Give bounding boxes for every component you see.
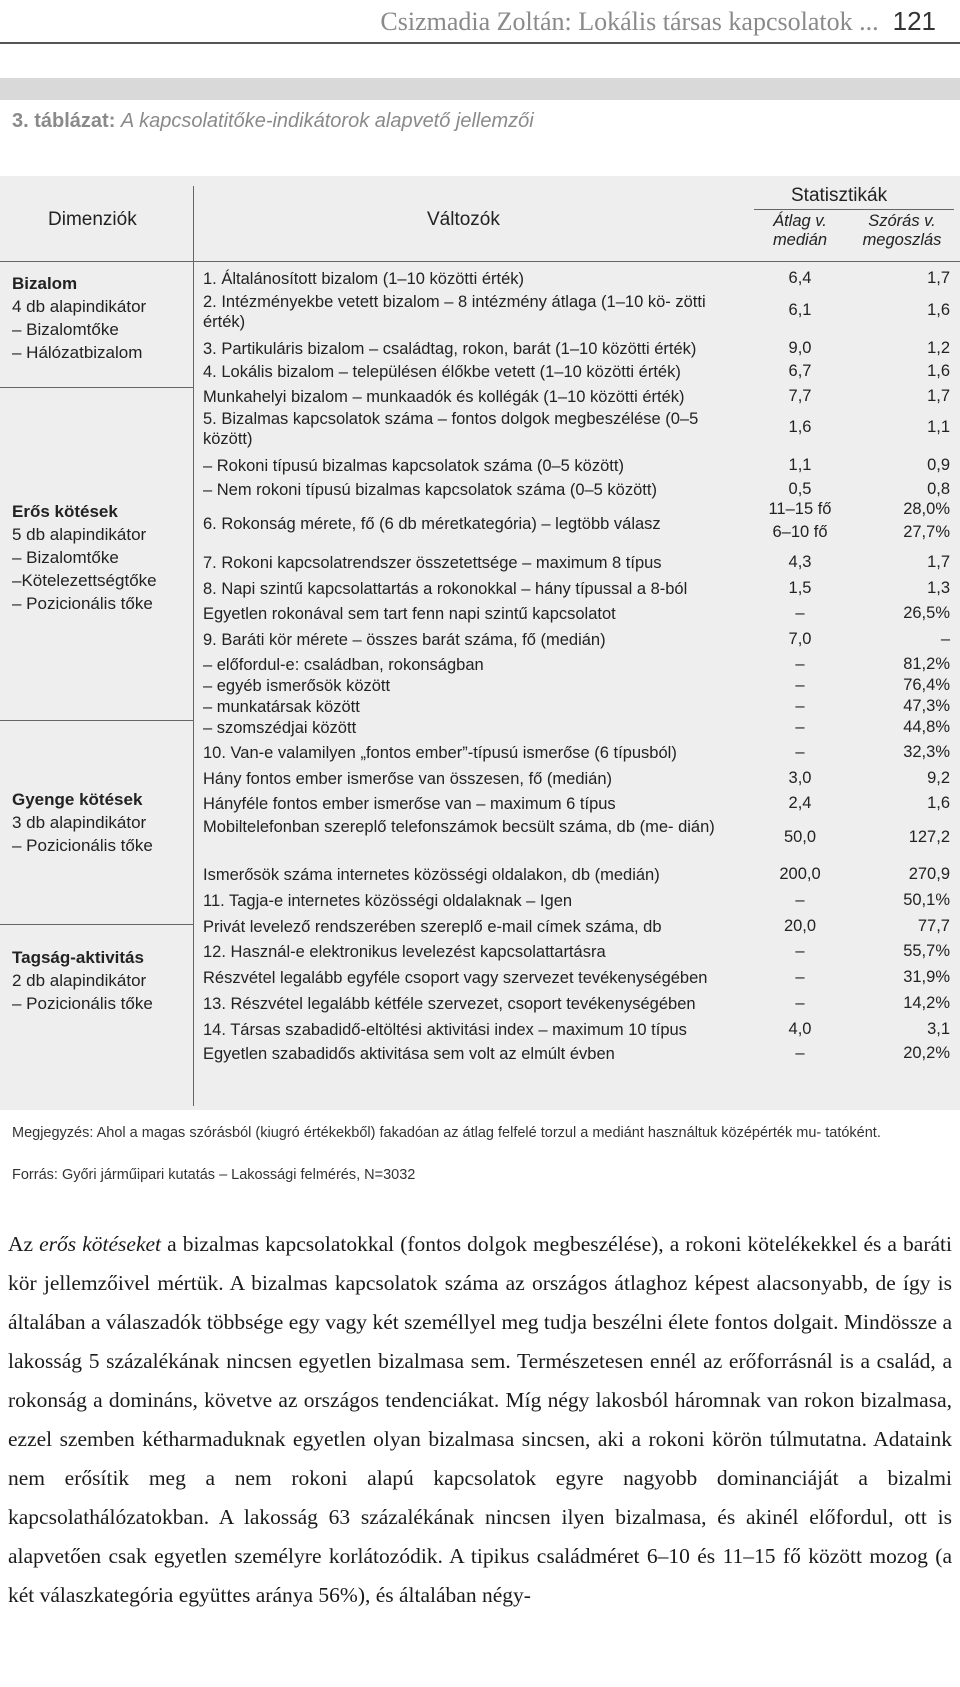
- table-cell-sd: 1,1: [927, 418, 950, 436]
- dimension-line: 5 db alapindikátor: [12, 525, 147, 544]
- gray-band: [0, 78, 960, 100]
- table-row-text: – szomszédjai között: [203, 719, 357, 737]
- table-cell-mean: 1,6: [788, 418, 812, 436]
- table-cell-mean: 9,0: [788, 339, 812, 357]
- table-cell-sd: 81,2%: [903, 655, 950, 673]
- table-cell-sd: 31,9%: [903, 968, 950, 986]
- table-cell-mean: –: [795, 743, 805, 761]
- table-cell-sd: 1,3: [927, 579, 950, 597]
- table-cell-sd: 270,9: [908, 865, 950, 883]
- header-variables: Változók: [427, 209, 500, 230]
- dimension-line: – Hálózatbizalom: [12, 343, 143, 362]
- dimension-line: 2 db alapindikátor: [12, 971, 147, 990]
- table-cell-sd: 55,7%: [903, 942, 950, 960]
- table-row-text: 9. Baráti kör mérete – összes barát száma, fő (medián): [203, 631, 606, 649]
- table-row-text: – előfordul-e: családban, rokonságban: [203, 656, 484, 674]
- table-row-text: – munkatársak között: [203, 698, 360, 716]
- table-row-text: Privát levelező rendszerében szereplő e-mail címek száma, db: [203, 918, 662, 936]
- table-cell-mean: 3,0: [788, 769, 812, 787]
- column-separator: [193, 186, 194, 1106]
- table-cell-sd: 50,1%: [903, 891, 950, 909]
- table-cell-mean: –: [795, 604, 805, 622]
- table-cell-mean: 6–10 fő: [772, 523, 828, 541]
- table-cell-mean: 7,0: [788, 630, 812, 648]
- dimension-line: – Pozicionális tőke: [12, 594, 153, 613]
- table-cell-sd: 47,3%: [903, 697, 950, 715]
- table-cell-mean: 50,0: [783, 828, 817, 846]
- table-cell-mean: 200,0: [779, 865, 821, 883]
- table-cell-mean: 6,1: [788, 301, 812, 319]
- table-row-text: Ismerősök száma internetes közösségi oldalakon, db (medián): [203, 866, 660, 884]
- table-row-text: Hányféle fontos ember ismerőse van – maximum 6 típus: [203, 795, 616, 813]
- table-source: Forrás: Győri járműipari kutatás – Lakossági felmérés, N=3032: [12, 1167, 416, 1183]
- dimension-line: – Pozicionális tőke: [12, 836, 153, 855]
- dimension-title: Tagság-aktivitás: [12, 948, 144, 967]
- table-cell-mean: –: [795, 968, 805, 986]
- table-cell-mean: 1,1: [788, 456, 812, 474]
- body-text-rest: a bizalmas kapcsolatokkal (fontos dolgok megbeszélése), a rokoni kötelékekkel és a baráti kör jellemzőivel mértük. A bizalmas kapcsolatok száma az országos átlaghoz képest alacsonyabb, de így is általában a válaszadók többsége egy vagy két személlyel meg tudja beszélni élete fontos dolgait. Mindössze a lakosság 5 százalékának nincsen egyetlen bizalmasa sem. Természetesen ennél az erőforrásnál is a család, a rokonság a domináns, követve az országos tendenciákat. Míg négy lakosból háromnak van rokon bizalmasa, ezzel szemben kétharmaduknak egyetlen olyan bizalmasa sincsen, aki a rokoni körön túlmutatna. Adataink nem erősítik meg a nem rokoni alapú kapcsolatok egyre nagyobb dominanciáját a bizalmi kapcsolathálózatokban. A lakosság 63 százalékának nincsen ilyen bizalmasa, és akinél előfordul, ott is alapvetően csak egyetlen személyre korlátozódik. A tipikus családméret 6–10 és 11–15 fő között mozog (a két válaszkategória együttes aránya 56%), és általában négy-: [8, 1232, 952, 1607]
- table-row-text: 6. Rokonság mérete, fő (6 db méretkategória) – legtöbb válasz: [203, 515, 661, 533]
- table-cell-mean: 20,0: [783, 917, 817, 935]
- header-dimensions: Dimenziók: [48, 209, 137, 230]
- table-row-text: – Nem rokoni típusú bizalmas kapcsolatok száma (0–5 között): [203, 481, 657, 499]
- table-cell-mean: –: [795, 1044, 805, 1062]
- table-row-text: 4. Lokális bizalom – településen élőkbe vetett (1–10 közötti érték): [203, 363, 681, 381]
- table-row-text: 11. Tagja-e internetes közösségi oldalaknak – Igen: [203, 892, 573, 910]
- header-sd: Szórás v. megoszlás: [862, 212, 942, 249]
- caption-label: 3. táblázat:: [12, 110, 116, 132]
- dimension-title: Bizalom: [12, 274, 78, 293]
- dimension-line: –Kötelezettségtőke: [12, 571, 157, 590]
- table-cell-mean: 7,7: [788, 387, 812, 405]
- table-cell-sd: 1,7: [927, 553, 950, 571]
- table-cell-sd: 0,8: [927, 480, 950, 498]
- body-emphasis: erős kötéseket: [39, 1232, 162, 1256]
- table-cell-sd: 3,1: [927, 1020, 950, 1038]
- table-cell-sd: 27,7%: [903, 523, 950, 541]
- table-cell-mean: 6,4: [788, 269, 812, 287]
- table-cell-sd: 1,6: [927, 794, 950, 812]
- table-row-text: – Rokoni típusú bizalmas kapcsolatok száma (0–5 között): [203, 457, 624, 475]
- header-statistics: Statisztikák: [791, 185, 888, 206]
- dimension-line: – Pozicionális tőke: [12, 994, 153, 1013]
- table-cell-mean: –: [795, 994, 805, 1012]
- table-cell-sd: 1,7: [927, 387, 950, 405]
- header-underline: [0, 261, 960, 262]
- table-cell-mean: 4,3: [788, 553, 812, 571]
- table-cell-mean: 2,4: [788, 794, 812, 812]
- table-cell-mean: –: [795, 891, 805, 909]
- table-cell-mean: –: [795, 718, 805, 736]
- table-row-text: Mobiltelefonban szereplő telefonszámok becsült száma, db (me- dián): [203, 818, 715, 836]
- header-mean: Átlag v. medián: [772, 212, 828, 249]
- table-cell-sd: 1,6: [927, 362, 950, 380]
- table-row-text: 10. Van-e valamilyen „fontos ember”-típusú ismerőse (6 típusból): [203, 744, 677, 762]
- running-title: Csizmadia Zoltán: Lokális társas kapcsolatok ...: [380, 7, 879, 36]
- table-cell-mean: 1,5: [788, 579, 812, 597]
- table-row-text: Egyetlen rokonával sem tart fenn napi szintű kapcsolatot: [203, 605, 616, 623]
- table-cell-sd: 20,2%: [903, 1044, 950, 1062]
- table-row-text: – egyéb ismerősök között: [203, 677, 391, 695]
- dimension-line: 3 db alapindikátor: [12, 813, 147, 832]
- table-cell-sd: 0,9: [927, 456, 950, 474]
- dimension-title: Erős kötések: [12, 502, 118, 521]
- table-cell-sd: 1,2: [927, 339, 950, 357]
- table-caption: [12, 110, 534, 133]
- table-cell-sd: 44,8%: [903, 718, 950, 736]
- dimension-line: – Bizalomtőke: [12, 548, 119, 567]
- header-rule: [0, 42, 960, 44]
- table-row-text: 14. Társas szabadidő-eltöltési aktivitási index – maximum 10 típus: [203, 1021, 687, 1039]
- table-cell-mean: 11–15 fő: [768, 500, 832, 518]
- dimension-rule: [0, 720, 193, 721]
- body-paragraph: [8, 1225, 952, 1615]
- table-cell-mean: –: [795, 655, 805, 673]
- table-cell-mean: 6,7: [788, 362, 812, 380]
- table-cell-sd: 14,2%: [903, 994, 950, 1012]
- table-cell-sd: 1,6: [927, 301, 950, 319]
- table-cell-mean: –: [795, 697, 805, 715]
- table-row-text: 8. Napi szintű kapcsolattartás a rokonokkal – hány típussal a 8-ból: [203, 580, 688, 598]
- table-cell-mean: –: [795, 676, 805, 694]
- table-cell-sd: 32,3%: [903, 743, 950, 761]
- dimension-rule: [0, 387, 193, 388]
- table-row-text: 1. Általánosított bizalom (1–10 közötti érték): [203, 270, 524, 288]
- table-cell-sd: 9,2: [927, 769, 950, 787]
- table-row-text: 12. Használ-e elektronikus levelezést kapcsolattartásra: [203, 943, 606, 961]
- dimension-membership: [12, 946, 192, 1015]
- table-cell-mean: 4,0: [788, 1020, 812, 1038]
- dimension-strong-ties: [12, 500, 192, 615]
- caption-title: A kapcsolatitőke-indikátorok alapvető jellemzői: [120, 110, 534, 132]
- table-row-text: 2. Intézményekbe vetett bizalom – 8 intézmény átlaga (1–10 kö- zötti érték): [203, 293, 706, 331]
- running-head: [380, 6, 936, 37]
- dimension-line: – Bizalomtőke: [12, 320, 119, 339]
- dimension-line: 4 db alapindikátor: [12, 297, 147, 316]
- dimension-weak-ties: [12, 788, 192, 857]
- table-cell-mean: 0,5: [788, 480, 812, 498]
- table-row-text: Egyetlen szabadidős aktivitása sem volt az elmúlt évben: [203, 1045, 615, 1063]
- table-note: Megjegyzés: Ahol a magas szórásból (kiugró értékekből) fakadóan az átlag felfelé torzul a mediánt használtuk középérték mu- tatóként.: [12, 1125, 881, 1141]
- table-cell-sd: 127,2: [908, 828, 950, 846]
- table-row-text: Hány fontos ember ismerőse van összesen, fő (medián): [203, 770, 613, 788]
- table-row-text: 5. Bizalmas kapcsolatok száma – fontos dolgok megbeszélése (0–5 között): [203, 410, 699, 448]
- table-cell-sd: –: [940, 630, 950, 648]
- dimension-rule: [0, 924, 193, 925]
- table-cell-mean: –: [795, 942, 805, 960]
- table-row-text: 13. Részvétel legalább kétféle szervezet, csoport tevékenységében: [203, 995, 696, 1013]
- table-cell-sd: 26,5%: [903, 604, 950, 622]
- table-cell-sd: 77,7: [917, 917, 950, 935]
- table-row-text: 3. Partikuláris bizalom – családtag, rokon, barát (1–10 közötti érték): [203, 340, 697, 358]
- table-row-text: 7. Rokoni kapcsolatrendszer összetettsége – maximum 8 típus: [203, 554, 662, 572]
- table-cell-sd: 76,4%: [903, 676, 950, 694]
- body-text-start: Az: [8, 1232, 40, 1256]
- page-number: 121: [892, 6, 936, 36]
- indicator-table: [0, 186, 960, 1106]
- dimension-trust: [12, 272, 192, 364]
- dimension-title: Gyenge kötések: [12, 790, 143, 809]
- table-cell-sd: 1,7: [927, 269, 950, 287]
- table-cell-sd: 28,0%: [903, 500, 950, 518]
- table-row-text: Munkahelyi bizalom – munkaadók és kollégák (1–10 közötti érték): [203, 388, 685, 406]
- table-row-text: Részvétel legalább egyféle csoport vagy szervezet tevékenységében: [203, 969, 708, 987]
- statistics-rule: [754, 209, 954, 210]
